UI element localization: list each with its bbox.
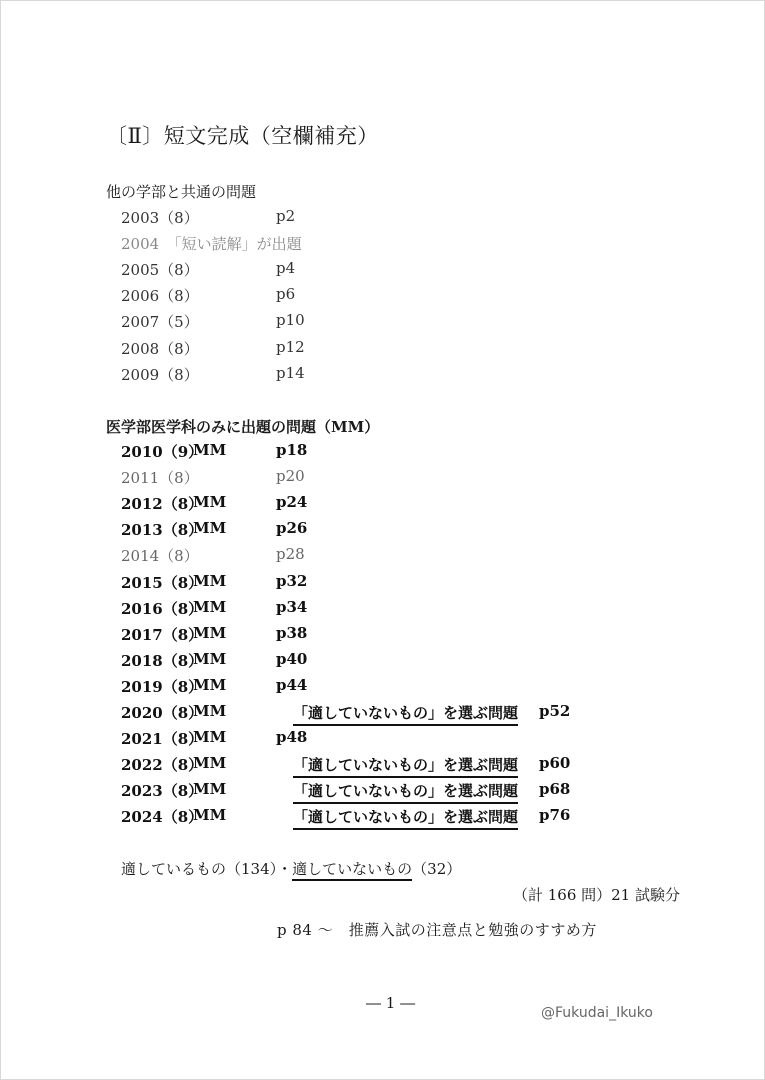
year-label: 2021（8） [121, 730, 204, 748]
page-ref: p6 [276, 285, 296, 303]
year-label: 2004 「短い読解」が出題 [121, 235, 302, 253]
summary-unsuitable-count: （32） [412, 860, 462, 878]
mm-tag: MM [193, 650, 227, 668]
unsuitable-question-note: 「適していないもの」を選ぶ問題 [293, 780, 518, 804]
page-ref: p60 [539, 754, 571, 772]
year-label: 2018（8） [121, 652, 204, 670]
unsuitable-question-note: 「適していないもの」を選ぶ問題 [293, 806, 518, 830]
page-ref: p38 [276, 624, 308, 642]
year-label: 2019（8） [121, 678, 204, 696]
page-ref: p34 [276, 598, 308, 616]
year-label: 2007（5） [121, 313, 199, 331]
page-ref: p52 [539, 702, 571, 720]
recommendation-entry: p 84 ～ 推薦入試の注意点と勉強のすすめ方 [277, 921, 597, 939]
mm-tag: MM [193, 572, 227, 590]
year-label: 2016（8） [121, 600, 204, 618]
section-heading-common: 他の学部と共通の問題 [106, 183, 257, 201]
mm-tag: MM [193, 728, 227, 746]
year-label: 2009（8） [121, 366, 199, 384]
page-ref: p48 [276, 728, 308, 746]
section-heading-medical: 医学部医学科のみに出題の問題（MM） [106, 418, 380, 436]
mm-tag: MM [193, 624, 227, 642]
year-label: 2006（8） [121, 287, 199, 305]
page-ref: p32 [276, 572, 308, 590]
page-ref: p24 [276, 493, 308, 511]
page-ref: p68 [539, 780, 571, 798]
year-label: 2012（8） [121, 495, 204, 513]
mm-tag: MM [193, 780, 227, 798]
year-label: 2024（8） [121, 808, 204, 826]
page-ref: p4 [276, 259, 296, 277]
year-label: 2010（9） [121, 443, 204, 461]
page-ref: p14 [276, 364, 305, 382]
summary-suitable: 適しているもの（134）・ [121, 860, 293, 878]
mm-tag: MM [193, 702, 227, 720]
page-number: ― 1 ― [366, 994, 416, 1012]
year-label: 2003（8） [121, 209, 199, 227]
total-count: （計 166 問）21 試験分 [512, 886, 680, 904]
page-ref: p76 [539, 806, 571, 824]
year-label: 2023（8） [121, 782, 204, 800]
summary-line [121, 858, 461, 879]
year-label: 2020（8） [121, 704, 204, 722]
mm-tag: MM [193, 519, 227, 537]
mm-tag: MM [193, 493, 227, 511]
page-ref: p44 [276, 676, 308, 694]
page-ref: p28 [276, 545, 305, 563]
page-title: 〔Ⅱ〕短文完成（空欄補充） [106, 124, 379, 148]
mm-tag: MM [193, 806, 227, 824]
page-ref: p10 [276, 311, 305, 329]
page-ref: p12 [276, 338, 305, 356]
year-label: 2014（8） [121, 547, 199, 565]
page-ref: p20 [276, 467, 305, 485]
summary-unsuitable: 適していないもの [292, 860, 412, 881]
year-label: 2005（8） [121, 261, 199, 279]
year-label: 2008（8） [121, 340, 199, 358]
page-ref: p26 [276, 519, 308, 537]
year-label: 2013（8） [121, 521, 204, 539]
year-label: 2011（8） [121, 469, 199, 487]
page-ref: p18 [276, 441, 308, 459]
mm-tag: MM [193, 598, 227, 616]
mm-tag: MM [193, 754, 227, 772]
page-ref: p40 [276, 650, 308, 668]
unsuitable-question-note: 「適していないもの」を選ぶ問題 [293, 702, 518, 726]
year-label: 2015（8） [121, 574, 204, 592]
mm-tag: MM [193, 676, 227, 694]
mm-tag: MM [193, 441, 227, 459]
year-label: 2017（8） [121, 626, 204, 644]
unsuitable-question-note: 「適していないもの」を選ぶ問題 [293, 754, 518, 778]
year-label: 2022（8） [121, 756, 204, 774]
page-ref: p2 [276, 207, 296, 225]
author-credit: @Fukudai_Ikuko [541, 1005, 653, 1021]
